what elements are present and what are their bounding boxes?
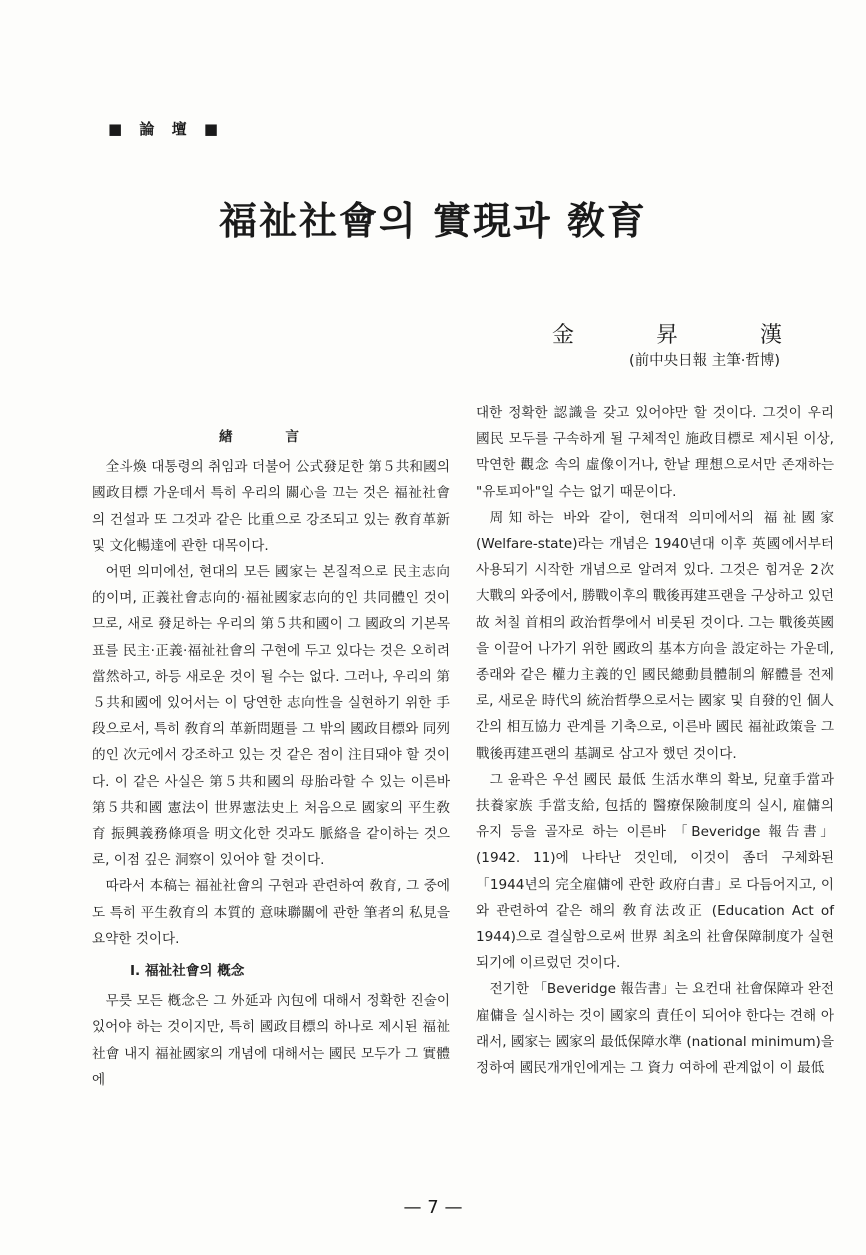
paragraph: 周知하는 바와 같이, 현대적 의미에서의 福祉國家 (Welfare-state)라는 개념은 1940년대 이후 英國에서부터 사용되기 시작한 개념으로 알려져 있다. 그것은 힘겨운 2次 大戰의 와중에서, 勝戰이후의 戰後再建프랜을 구상하고 있던 故 처칠 首相의 政治哲學에서 비롯된 것이다. 그는 戰後英國을 이끌어 나가기 위한 國政의 基本方向을 設定하는 가운데, 종래와 같은 權力主義的인 國民總動員體制의 解體를 전제로, 새로운 時代의 統治哲學으로서는 國家 및 自發的인 個人간의 相互協力 관계를 기축으로, 이른바 國民 福祉政策을 그 戰後再建프랜의 基調로 삼고자 했던 것이다. — [476, 509, 834, 762]
section-label: ■ 論 壇 ■ — [108, 120, 225, 138]
paragraph: 어떤 의미에선, 현대의 모든 國家는 본질적으로 民主志向的이며, 正義社會志向的·福祉國家志向的인 共同體인 것이므로, 새로 發足하는 우리의 第５共和國이 그 國政의 기본목표를 民主·正義·福祉社會의 구현에 두고 있다는 것은 오히려 當然하고, 하등 새로운 것이 될 수는 없다. 그러나, 우리의 第５共和國에 있어서는 이 당연한 志向性을 실현하기 위한 手段으로서, 특히 敎育의 革新問題를 그 밖의 國政目標와 同列的인 次元에서 강조하고 있는 것 같은 점이 注目돼야 할 것이다. 이 같은 사실은 第５共和國의 母胎라할 수 있는 이른바 第５共和國 憲法이 世界憲法史上 처음으로 國家의 平生敎育 振興義務條項을 明文化한 것과도 脈絡을 같이하는 것으로, 이점 깊은 洞察이 있어야 할 것이다. — [92, 564, 450, 869]
section-heading-introduction: 緖 言 — [219, 429, 323, 445]
paragraph: 대한 정확한 認識을 갖고 있어야만 할 것이다. 그것이 우리 國民 모두를 구속하게 될 구체적인 施政目標로 제시된 이상, 막연한 觀念 속의 虛像이거나, 한낱 理想으로서만 존재하는 "유토피아"일 수는 없기 때문이다. — [476, 405, 834, 500]
paragraph: 그 윤곽은 우선 國民 最低 生活水準의 확보, 兒童手當과 扶養家族 手當支給, 包括的 醫療保險制度의 실시, 雇傭의 유지 등을 골자로 하는 이른바 「Beveridge 報告書」(1942. 11)에 나타난 것인데, 이것이 좀더 구체화된 「1944년의 完全雇傭에 관한 政府白書」로 다듬어지고, 이와 관련하여 같은 해의 敎育法改正 (Education Act of 1944)으로 결실함으로써 世界 최초의 社會保障制度가 실현되기에 이르렀던 것이다. — [476, 771, 834, 972]
author-name — [552, 318, 782, 349]
paragraph: 전기한 「Beveridge 報告書」는 요컨대 社會保障과 완전雇傭을 실시하는 것이 國家의 責任이 되어야 한다는 견해 아래서, 國家는 國家의 最低保障水準 (national minimum)을 정하여 國民개개인에게는 그 資力 여하에 관계없이 이 最低 — [476, 981, 834, 1077]
author-name-part-3: 漢 — [759, 323, 782, 348]
left-column — [92, 400, 450, 1093]
author-name-part-1: 金 — [552, 323, 575, 348]
section-heading-concept: Ⅰ. 福祉社會의 槪念 — [130, 963, 245, 980]
author-name-part-2: 昇 — [655, 323, 678, 348]
paragraph: 따라서 本稿는 福祉社會의 구현과 관련하여 敎育, 그 중에도 특히 平生敎育의 本質的 意味聯關에 관한 筆者의 私見을 요약한 것이다. — [92, 878, 450, 947]
article-title: 福祉社會의 實現과 敎育 — [219, 198, 647, 243]
author-affiliation: (前中央日報 主筆·哲博) — [628, 353, 780, 369]
paragraph: 全斗煥 대통령의 취임과 더불어 公式發足한 第５共和國의 國政目標 가운데서 특히 우리의 關心을 끄는 것은 福祉社會의 건설과 또 그것과 같은 比重으로 강조되고 있는 敎育革新 및 文化暢達에 관한 대목이다. — [92, 459, 450, 554]
paragraph: 무릇 모든 槪念은 그 外延과 內包에 대해서 정확한 진술이 있어야 하는 것이지만, 특히 國政目標의 하나로 제시된 福祉社會 내지 福祉國家의 개념에 대해서는 國民 모두가 그 實體에 — [92, 993, 450, 1088]
right-column — [476, 400, 834, 1081]
page-number: — 7 — — [403, 1197, 463, 1218]
